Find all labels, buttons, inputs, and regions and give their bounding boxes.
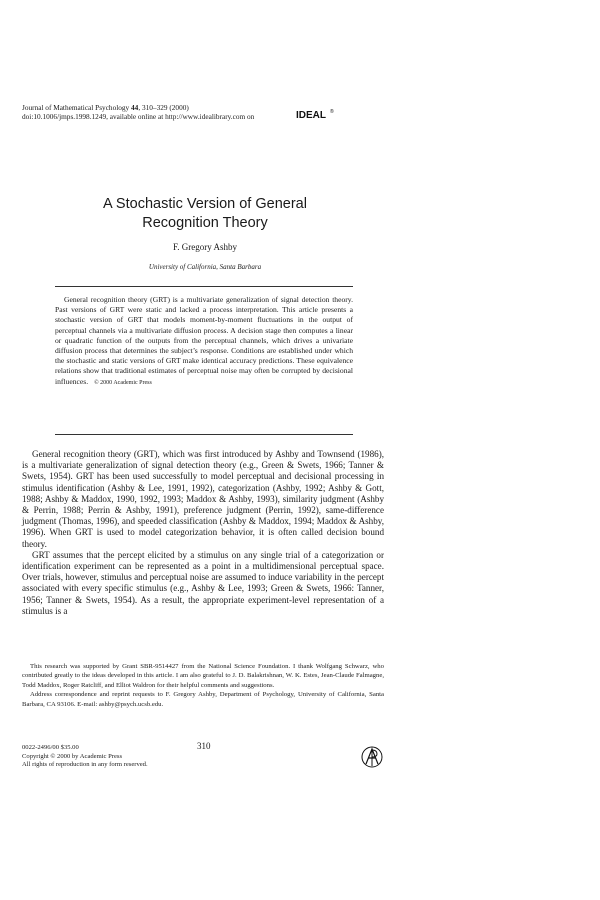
- title-line-2: Recognition Theory: [142, 215, 268, 231]
- rights-notice: All rights of reproduction in any form reserved.: [22, 761, 148, 769]
- title-line-1: A Stochastic Version of General: [103, 196, 307, 212]
- ideal-logo-icon: [296, 108, 336, 120]
- volume-number: 44: [131, 103, 139, 112]
- body-text: [22, 449, 384, 617]
- abstract-bottom-rule: [55, 434, 353, 435]
- abstract-copyright: © 2000 Academic Press: [94, 379, 152, 386]
- footnote-correspondence: Address correspondence and reprint requests to F. Gregory Ashby, Department of Psychology, University of California, Santa Barbara, CA 93106. E-mail: ashby@psych.ucsb.edu.: [22, 691, 384, 708]
- footnote-funding: This research was supported by Grant SBR-9514427 from the National Science Foundation. I thank Wolfgang Schwarz, who contributed greatly to the ideas developed in this article. I am also grateful to J. D. Balakrishnan, W. K. Estes, Jean-Claude Falmagne, Todd Maddox, Roger Ratcliff, and Elliot Waldron for their helpful comments and suggestions.: [22, 663, 384, 689]
- abstract-top-rule: [55, 286, 353, 287]
- copyright-notice: Copyright © 2000 by Academic Press: [22, 752, 123, 760]
- issn-price: 0022-2496/00 $35.00: [22, 744, 79, 751]
- ideal-logo-text: IDEAL: [296, 110, 326, 120]
- footnotes: [22, 662, 384, 709]
- abstract: [55, 295, 353, 388]
- body-paragraph-1: General recognition theory (GRT), which was first introduced by Ashby and Townsend (1986), is a multivariate generalization of signal detection theory (e.g., Green & Swets, 1966; Tanner & Swets, 1954). GRT has been used successfully to model perceptual and decisional processing in stimulus identification (Ashby & Lee, 1991, 1992), categorization (Ashby, 1992; Ashby & Gott, 1988; Ashby & Maddox, 1990, 1992, 1993; Maddox & Ashby, 1993), similarity judgment (Ashby & Perrin, 1988; Perrin & Ashby, 1991), preference judgment (Perrin, 1992), same-difference judgment (Thomas, 1996), and speeded classification (Ashby & Maddox, 1994; Maddox & Ashby, 1996). When GRT is used to model categorization behavior, it is often called decision bound theory.: [22, 449, 384, 549]
- page-number: 310: [197, 741, 211, 751]
- doi-line: doi:10.1006/jmps.1998.1249, available online at http://www.idealibrary.com on: [22, 112, 255, 122]
- ideal-logo-mark: ®: [330, 109, 334, 115]
- journal-citation: Journal of Mathematical Psychology 44, 310–329 (2000): [22, 103, 189, 112]
- abstract-text: General recognition theory (GRT) is a multivariate generalization of signal detection theory. Past versions of GRT were static and lacked a process interpretation. This article presents a stochastic version of GRT that models moment-by-moment fluctuations in the output of perceptual channels via a multivariate diffusion process. A decision stage then computes a linear or quadratic function of the outputs from the perceptual channels, which drives a univariate diffusion process that determines the subject’s response. Conditions are established under which the stochastic and static versions of GRT make identical accuracy predictions. These equivalence relations show that traditional estimates of perceptual noise may often be corrupted by decisional influences.: [55, 295, 353, 386]
- author-name: F. Gregory Ashby: [172, 242, 238, 252]
- academic-press-logo-icon: [361, 744, 383, 770]
- author-affiliation: University of California, Santa Barbara: [148, 263, 262, 271]
- body-paragraph-2: GRT assumes that the percept elicited by a stimulus on any single trial of a categorization or identification experiment can be represented as a point in a multidimensional perceptual space. Over trials, however, stimulus and perceptual noise are assumed to induce variability in the percept associated with every specific stimulus (e.g., Ashby & Lee, 1993; Green & Swets, 1966: Tanner, 1956; Tanner & Swets, 1954). As a result, the appropriate experiment-level representation of a stimulus is a: [22, 549, 384, 616]
- issn-block: [22, 744, 148, 770]
- article-title: [60, 195, 350, 233]
